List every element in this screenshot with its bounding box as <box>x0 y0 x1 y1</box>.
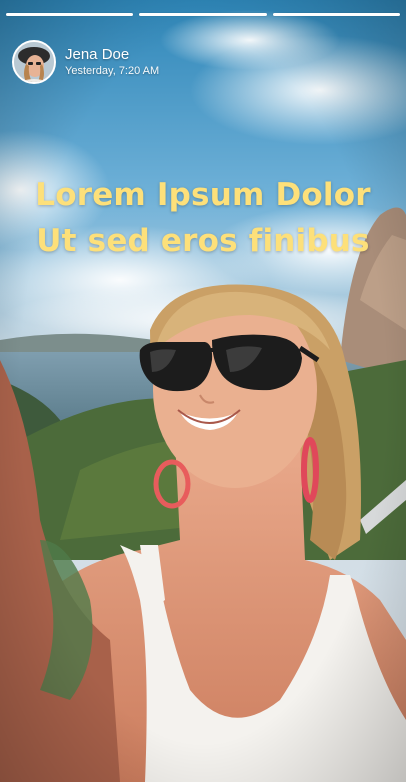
progress-segment <box>273 13 400 16</box>
progress-segment <box>139 13 266 16</box>
story-caption <box>0 172 406 264</box>
story-timestamp: Yesterday, 7:20 AM <box>65 65 160 77</box>
story-header[interactable] <box>12 40 159 84</box>
progress-segment <box>6 13 133 16</box>
story-progress-bar <box>6 13 400 17</box>
avatar[interactable] <box>12 40 56 84</box>
caption-line-2: Ut sed eros finibus <box>36 223 370 259</box>
story-author-meta <box>65 46 159 78</box>
caption-line-1: Lorem Ipsum Dolor <box>35 177 371 213</box>
avatar-photo <box>14 42 54 82</box>
author-name[interactable]: Jena Doe <box>65 46 130 63</box>
